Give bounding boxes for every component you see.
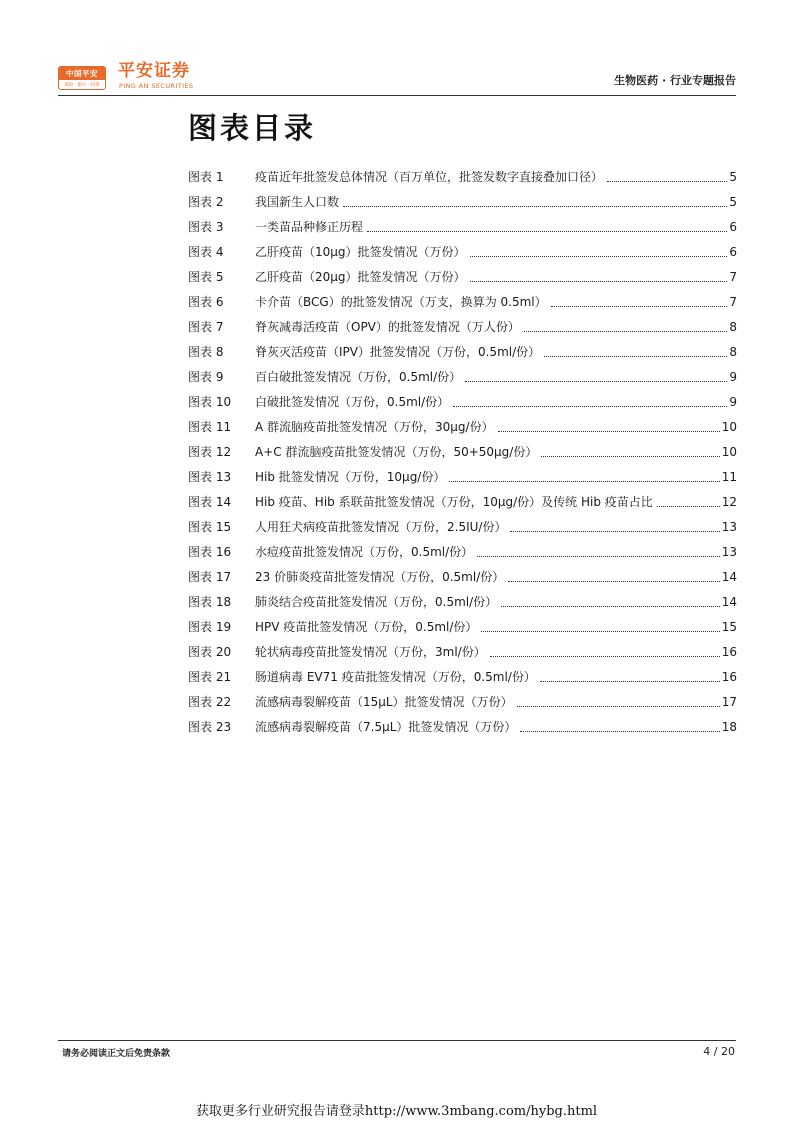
toc-entry-title: A+C 群流脑疫苗批签发情况（万份，50+50μg/份） — [255, 445, 538, 459]
toc-entry-page: 8 — [729, 345, 737, 359]
toc-entry-label: 图表 3 — [188, 220, 224, 234]
toc-entry-title: Hib 批签发情况（万份，10μg/份） — [255, 470, 446, 484]
toc-entry[interactable] — [188, 165, 737, 190]
dot-leader — [540, 680, 720, 682]
dot-leader — [607, 180, 727, 182]
logo-group-name: 中国平安 — [59, 67, 105, 80]
dot-leader — [465, 380, 727, 382]
toc-entry[interactable] — [188, 215, 737, 240]
toc-entry-page: 14 — [721, 570, 737, 584]
toc-entry[interactable] — [188, 315, 737, 340]
toc-entry-page: 6 — [729, 220, 737, 234]
toc-entry-label: 图表 12 — [188, 445, 232, 459]
toc-entry-page: 10 — [721, 420, 737, 434]
toc-entry[interactable] — [188, 540, 737, 565]
toc-entry-title: A 群流脑疫苗批签发情况（万份，30μg/份） — [255, 420, 494, 434]
toc-entry-title: 流感病毒裂解疫苗（7.5μL）批签发情况（万份） — [255, 720, 517, 734]
toc-entry-page: 7 — [729, 295, 737, 309]
toc-entry-title: 卡介苗（BCG）的批签发情况（万支，换算为 0.5ml） — [255, 295, 547, 309]
toc-entry[interactable] — [188, 290, 737, 315]
toc-entry-label: 图表 5 — [188, 270, 224, 284]
toc-entry-page: 5 — [729, 170, 737, 184]
toc-entry-label: 图表 8 — [188, 345, 224, 359]
toc-entry-page: 7 — [729, 270, 737, 284]
dot-leader — [481, 630, 719, 632]
dot-leader — [541, 455, 719, 457]
dot-leader — [520, 730, 719, 732]
dot-leader — [470, 280, 727, 282]
toc-entry-title: 疫苗近年批签发总体情况（百万单位，批签发数字直接叠加口径） — [255, 170, 604, 184]
toc-entry[interactable] — [188, 340, 737, 365]
toc-entry[interactable] — [188, 615, 737, 640]
toc-entry-title: 流感病毒裂解疫苗（15μL）批签发情况（万份） — [255, 695, 513, 709]
toc-entry[interactable] — [188, 590, 737, 615]
logo-group-tagline: 保险 · 银行 · 投资 — [64, 83, 100, 88]
footer-divider — [58, 1040, 736, 1041]
toc-entry-label: 图表 14 — [188, 495, 232, 509]
toc-entry-page: 16 — [721, 645, 737, 659]
page-number: 4 / 20 — [703, 1045, 735, 1058]
toc-entry-label: 图表 1 — [188, 170, 224, 184]
promo-link-text[interactable]: 获取更多行业研究报告请登录http://www.3mbang.com/hybg.html — [195, 1104, 598, 1119]
toc-entry-title: 乙肝疫苗（20μg）批签发情况（万份） — [255, 270, 466, 284]
toc-entry-title: 我国新生人口数 — [255, 195, 340, 209]
report-section: 生物医药 · 行业专题报告 — [614, 74, 736, 87]
toc-entry-page: 11 — [721, 470, 737, 484]
toc-entry-page: 9 — [729, 370, 737, 384]
toc-entry-title: 脊灰减毒活疫苗（OPV）的批签发情况（万人份） — [255, 320, 520, 334]
toc-entry-title: 人用狂犬病疫苗批签发情况（万份，2.5IU/份） — [255, 520, 507, 534]
dot-leader — [551, 305, 727, 307]
toc-entry-page: 13 — [721, 520, 737, 534]
toc-entry[interactable] — [188, 390, 737, 415]
toc-entry-label: 图表 22 — [188, 695, 232, 709]
toc-entry-page: 10 — [721, 445, 737, 459]
toc-entry-title: 肺炎结合疫苗批签发情况（万份，0.5ml/份） — [255, 595, 498, 609]
dot-leader — [343, 205, 727, 207]
dot-leader — [657, 505, 720, 507]
brand-english-name: PING AN SECURITIES — [119, 82, 194, 90]
toc-entry[interactable] — [188, 640, 737, 665]
toc-entry-page: 12 — [721, 495, 737, 509]
toc-entry-label: 图表 21 — [188, 670, 232, 684]
dot-leader — [490, 655, 720, 657]
toc-entry-page: 16 — [721, 670, 737, 684]
brand-name: 平安证券 — [118, 61, 190, 81]
dot-leader — [367, 230, 727, 232]
toc-entry[interactable] — [188, 365, 737, 390]
toc-entry[interactable] — [188, 515, 737, 540]
toc-entry-title: 白破批签发情况（万份，0.5ml/份） — [255, 395, 450, 409]
toc-entry-title: 肠道病毒 EV71 疫苗批签发情况（万份，0.5ml/份） — [255, 670, 536, 684]
toc-entry-label: 图表 11 — [188, 420, 232, 434]
toc-entry[interactable] — [188, 715, 737, 740]
toc-entry-label: 图表 6 — [188, 295, 224, 309]
toc-entry-page: 9 — [729, 395, 737, 409]
dot-leader — [517, 705, 720, 707]
toc-entry-page: 18 — [721, 720, 737, 734]
toc-entry-title: 一类苗品种修正历程 — [255, 220, 364, 234]
toc-entry[interactable] — [188, 240, 737, 265]
toc-entry-page: 14 — [721, 595, 737, 609]
toc-entry-label: 图表 19 — [188, 620, 232, 634]
toc-entry-label: 图表 16 — [188, 545, 232, 559]
toc-entry[interactable] — [188, 690, 737, 715]
page-title: 图表目录 — [188, 111, 317, 145]
toc-entry-label: 图表 20 — [188, 645, 232, 659]
toc-entry-label: 图表 2 — [188, 195, 224, 209]
dot-leader — [508, 580, 719, 582]
toc-entry-page: 13 — [721, 545, 737, 559]
figure-index-list — [188, 165, 737, 740]
ping-an-group-logo — [58, 66, 106, 90]
toc-entry[interactable] — [188, 665, 737, 690]
toc-entry-title: 脊灰灭活疫苗（IPV）批签发情况（万份，0.5ml/份） — [255, 345, 541, 359]
toc-entry-label: 图表 9 — [188, 370, 224, 384]
toc-entry-label: 图表 17 — [188, 570, 232, 584]
toc-entry-title: HPV 疫苗批签发情况（万份，0.5ml/份） — [255, 620, 478, 634]
toc-entry[interactable] — [188, 440, 737, 465]
toc-entry-title: 百白破批签发情况（万份，0.5ml/份） — [255, 370, 462, 384]
dot-leader — [510, 530, 719, 532]
toc-entry-page: 17 — [721, 695, 737, 709]
toc-entry-label: 图表 10 — [188, 395, 232, 409]
toc-entry-label: 图表 7 — [188, 320, 224, 334]
dot-leader — [470, 255, 727, 257]
dot-leader — [544, 355, 727, 357]
toc-entry-page: 8 — [729, 320, 737, 334]
dot-leader — [524, 330, 727, 332]
toc-entry-title: 轮状病毒疫苗批签发情况（万份，3ml/份） — [255, 645, 486, 659]
toc-entry-label: 图表 18 — [188, 595, 232, 609]
toc-entry-title: 水痘疫苗批签发情况（万份，0.5ml/份） — [255, 545, 474, 559]
dot-leader — [498, 430, 720, 432]
toc-entry[interactable] — [188, 415, 737, 440]
toc-entry-label: 图表 4 — [188, 245, 224, 259]
toc-entry[interactable] — [188, 490, 737, 515]
dot-leader — [501, 605, 720, 607]
page-header — [58, 58, 736, 98]
dot-leader — [453, 405, 727, 407]
toc-entry-page: 15 — [721, 620, 737, 634]
toc-entry[interactable] — [188, 190, 737, 215]
dot-leader — [449, 480, 719, 482]
disclaimer-notice: 请务必阅读正文后免责条款 — [62, 1049, 171, 1059]
dot-leader — [477, 555, 720, 557]
toc-entry-page: 5 — [729, 195, 737, 209]
toc-entry[interactable] — [188, 465, 737, 490]
toc-entry-title: Hib 疫苗、Hib 系联苗批签发情况（万份，10μg/份）及传统 Hib 疫苗占比 — [255, 495, 653, 509]
header-divider — [58, 95, 736, 96]
toc-entry-page: 6 — [729, 245, 737, 259]
toc-entry[interactable] — [188, 265, 737, 290]
toc-entry-label: 图表 13 — [188, 470, 232, 484]
toc-entry[interactable] — [188, 565, 737, 590]
toc-entry-label: 图表 23 — [188, 720, 232, 734]
toc-entry-title: 23 价肺炎疫苗批签发情况（万份，0.5ml/份） — [255, 570, 505, 584]
toc-entry-label: 图表 15 — [188, 520, 232, 534]
toc-entry-title: 乙肝疫苗（10μg）批签发情况（万份） — [255, 245, 466, 259]
